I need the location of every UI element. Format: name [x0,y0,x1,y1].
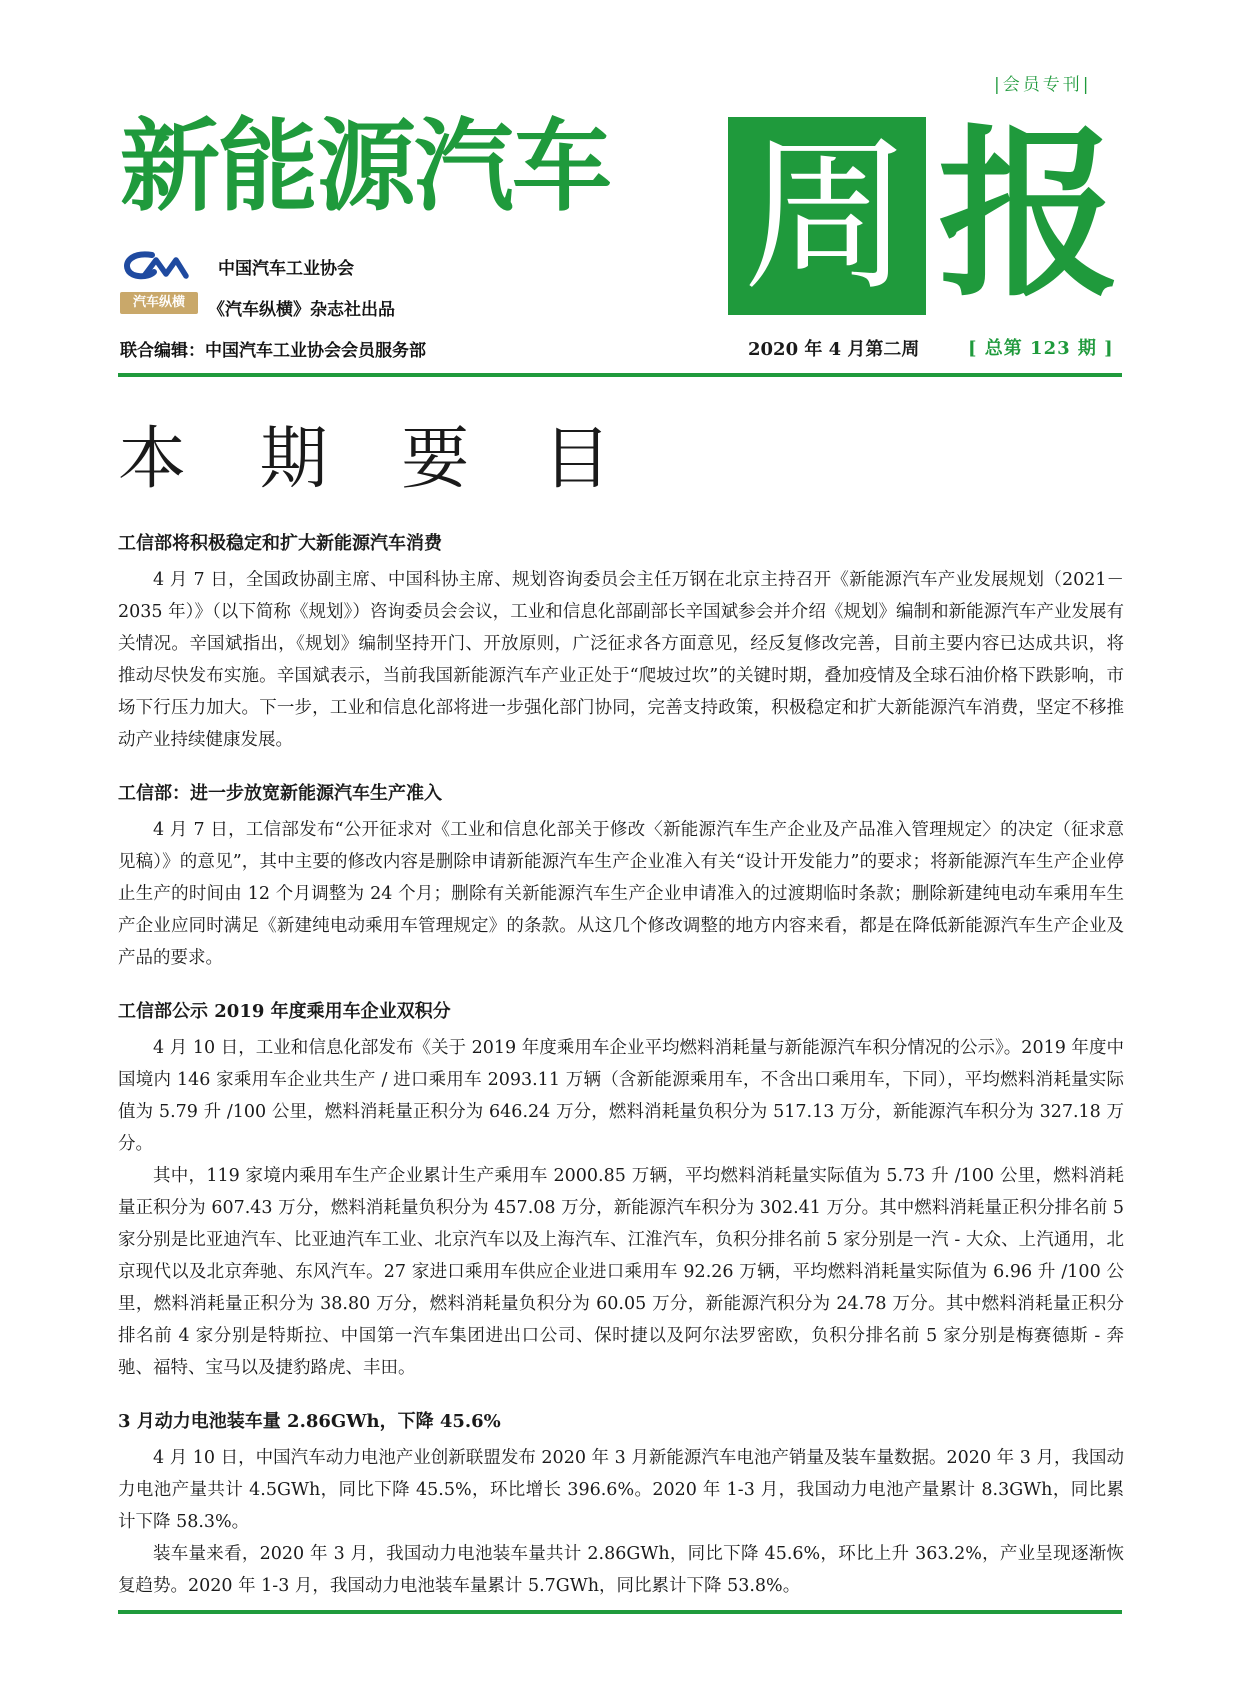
member-edition-tag: |会员专刊| [994,75,1092,95]
issue-number: [ 总第 123 期 ] [968,338,1114,359]
article [118,1402,1124,1602]
article-paragraph: 4 月 7 日，全国政协副主席、中国科协主席、规划咨询委员会主任万钢在北京主持召开《新能源汽车产业发展规划（2021－2035 年）》（以下简称《规划》）咨询委员会会议，工业和信息化部副部长辛国斌参会并介绍《规划》编制和新能源汽车产业发展有关情况。辛国斌指出，《规划》编制坚持开门、开放原则，广泛征求各方面意见，经反复修改完善，目前主要内容已达成共识，将推动尽快发布实施。辛国斌表示，当前我国新能源汽车产业正处于“爬坡过坎”的关键时期，叠加疫情及全球石油价格下跌影响，市场下行压力加大。下一步，工业和信息化部将进一步强化部门协同，完善支持政策，积极稳定和扩大新能源汽车消费，坚定不移推动产业持续健康发展。 [118,570,1124,750]
article-title: 3 月动力电池装车量 2.86GWh，下降 45.6% [118,1411,501,1432]
joint-editor: 联合编辑：中国汽车工业协会会员服务部 [120,341,426,361]
article-title: 工信部：进一步放宽新能源汽车生产准入 [118,783,442,804]
masthead-title: 新能源汽车 [120,108,610,225]
article-paragraph: 4 月 7 日，工信部发布“公开征求对《工业和信息化部关于修改〈新能源汽车生产企业及产品准入管理规定〉的决定（征求意见稿）》的意见”，其中主要的修改内容是删除申请新能源汽车生产企业准入有关“设计开发能力”的要求；将新能源汽车生产企业停止生产的时间由 12 个月调整为 24 个月；删除有关新能源汽车生产企业申请准入的过渡期临时条款；删除新建纯电动车乘用车生产企业应同时满足《新建纯电动乘用车管理规定》的条款。从这几个修改调整的地方内容来看，都是在降低新能源汽车生产企业及产品的要求。 [118,820,1124,968]
masthead-weekly-box: 周 [728,117,926,315]
article [118,524,1124,756]
article [118,774,1124,974]
issue-date: 2020 年 4 月第二周 [748,339,920,360]
article-paragraph: 其中，119 家境内乘用车生产企业累计生产乘用车 2000.85 万辆，平均燃料消耗量实际值为 5.73 升 /100 公里，燃料消耗量正积分为 607.43 万分，燃料消耗量负积分为 457.08 万分，新能源汽车积分为 302.41 万分。其中燃料消耗量正积分排名前 5 家分别是比亚迪汽车、比亚迪汽车工业、北京汽车以及上海汽车、江淮汽车，负积分排名前 5 家分别是一汽 - 大众、上汽通用，北京现代以及北京奔驰、东风汽车。27 家进口乘用车供应企业进口乘用车 92.26 万辆，平均燃料消耗量实际值为 6.96 升 /100 公里，燃料消耗量正积分为 38.80 万分，燃料消耗量负积分为 60.05 万分，新能源汽积分为 24.78 万分。其中燃料消耗量正积分排名前 4 家分别是特斯拉、中国第一汽车集团进出口公司、保时捷以及阿尔法罗密欧，负积分排名前 5 家分别是梅赛德斯 - 奔驰、福特、宝马以及捷豹路虎、丰田。 [118,1166,1124,1378]
toc-title: 本 期 要 目 [118,420,637,499]
article-paragraph: 4 月 10 日，中国汽车动力电池产业创新联盟发布 2020 年 3 月新能源汽车电池产销量及装车量数据。2020 年 3 月，我国动力电池产量共计 4.5GWh，同比下降 45.5%，环比增长 396.6%。2020 年 1-3 月，我国动力电池产量累计 8.3GWh，同比累计下降 58.3%。 [118,1448,1124,1532]
auto-review-logo-text: 汽车纵横 [132,295,185,310]
org-name-publisher: 《汽车纵横》杂志社出品 [208,300,395,320]
auto-review-logo [120,292,198,314]
header-divider [118,373,1122,377]
article-title: 工信部公示 2019 年度乘用车企业双积分 [118,1001,451,1022]
articles-list [118,524,1124,1620]
article-paragraph: 装车量来看，2020 年 3 月，我国动力电池装车量共计 2.86GWh，同比下降 45.6%，环比上升 363.2%，产业呈现逐渐恢复趋势。2020 年 1-3 月，我国动力电池装车量累计 5.7GWh，同比累计下降 53.8%。 [118,1544,1124,1596]
footer-divider [118,1610,1122,1614]
masthead-weekly-char: 报 [938,109,1120,321]
org-name-caam: 中国汽车工业协会 [218,259,354,279]
article [118,992,1124,1384]
caam-logo [122,250,190,280]
article-paragraph: 4 月 10 日，工业和信息化部发布《关于 2019 年度乘用车企业平均燃料消耗量与新能源汽车积分情况的公示》。2019 年度中国境内 146 家乘用车企业共生产 / 进口乘用车 2093.11 万辆（含新能源乘用车，不含出口乘用车，下同），平均燃料消耗量实际值为 5.79 升 /100 公里，燃料消耗量正积分为 646.24 万分，燃料消耗量负积分为 517.13 万分，新能源汽车积分为 327.18 万分。 [118,1038,1124,1154]
article-title: 工信部将积极稳定和扩大新能源汽车消费 [118,533,442,554]
